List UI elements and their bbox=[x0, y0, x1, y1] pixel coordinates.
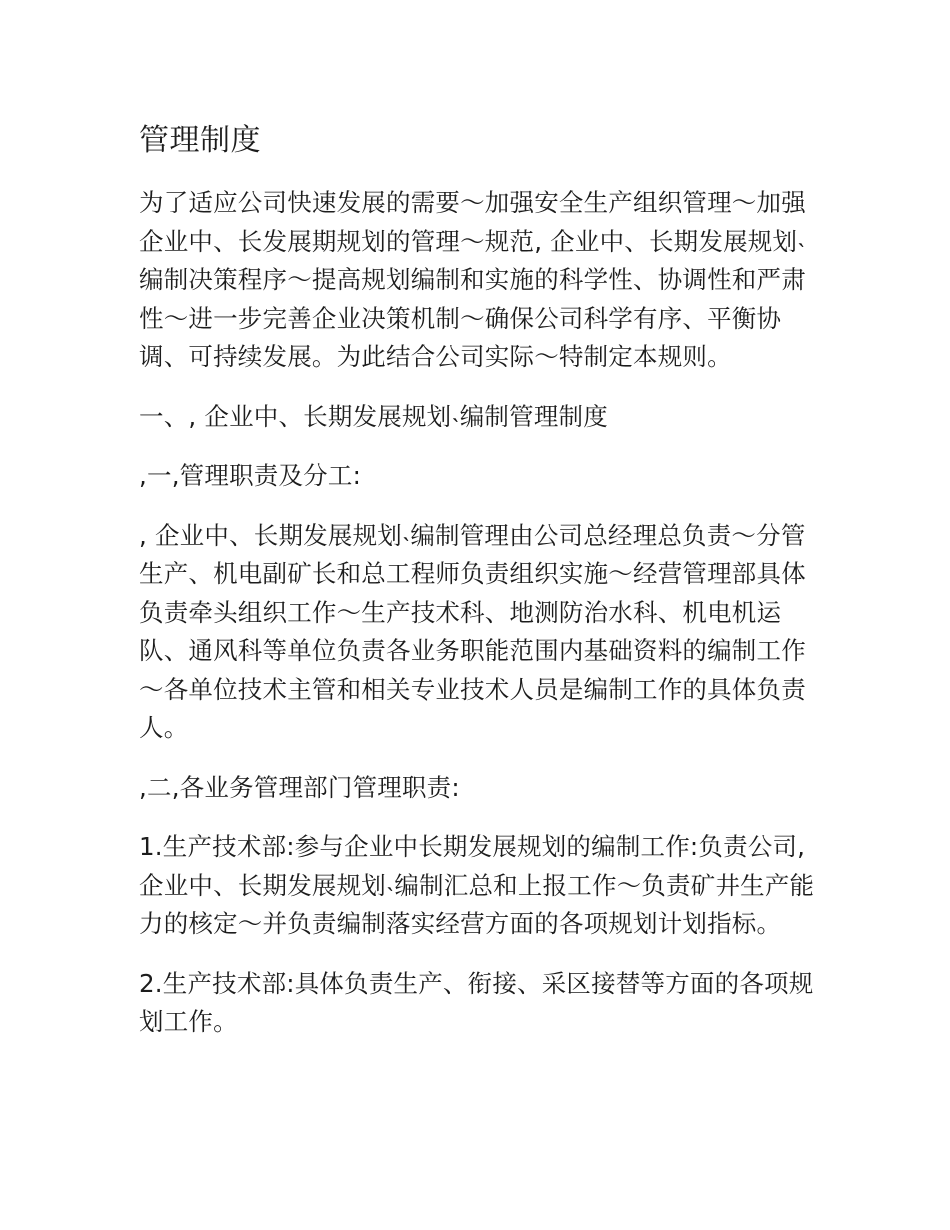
list-item-2: 2.生产技术部:具体负责生产、衔接、采区接替等方面的各项规划工作。 bbox=[139, 968, 814, 1036]
subsection-heading-1: ,一,管理职责及分工: bbox=[139, 461, 362, 490]
section-heading: 一、, 企业中、长期发展规划˴编制管理制度 bbox=[139, 401, 608, 431]
list-item-1: 1.生产技术部:参与企业中长期发展规划的编制工作:负责公司, 企业中、长期发展规划˴编制汇总和上报工作～负责矿井生产能力的核定～并负责编制落实经营方面的各项规划计划指标。 bbox=[139, 832, 815, 938]
subsection-heading-2: ,二,各业务管理部门管理职责: bbox=[139, 772, 460, 802]
intro-paragraph: 为了适应公司快速发展的需要～加强安全生产组织管理～加强企业中、长发展期规划的管理～规范, 企业中、长期发展规划˴编制决策程序～提高规划编制和实施的科学性、协调性和严肃性～进一步完善企业决策机制～确保公司科学有序、平衡协调、可持续发展。为此结合公司实际～特制定本规则。 bbox=[139, 188, 806, 371]
responsibility-paragraph: , 企业中、长期发展规划˴编制管理由公司总经理总负责～分管生产、机电副矿长和总工程师负责组织实施～经营管理部具体负责牵头组织工作～生产技术科、地测防治水科、机电机运队、通风科等单位负责各业务职能范围内基础资料的编制工作～各单位技术主管和相关专业技术人员是编制工作的具体负责人。 bbox=[139, 520, 806, 742]
page-title: 管理制度 bbox=[139, 123, 261, 158]
document-body bbox=[139, 118, 819, 1063]
